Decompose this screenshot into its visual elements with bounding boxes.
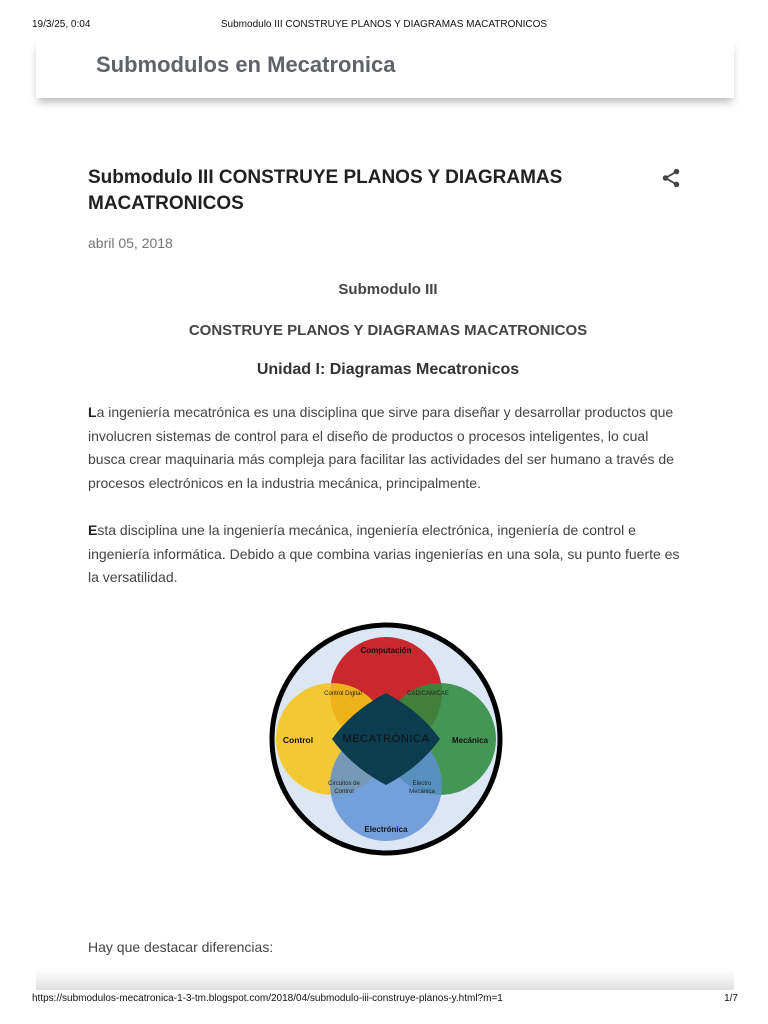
paragraph-text: sta disciplina une la ingeniería mecánica, ingeniería electrónica, ingeniería de control e ingeniería informática. Debido a que combina varias ingenierías en una sola, su punto fuerte es la versatilidad.	[88, 522, 680, 585]
label-electro-2: Mecánica	[409, 789, 435, 795]
heading-title: CONSTRUYE PLANOS Y DIAGRAMAS MACATRONICOS	[188, 322, 588, 339]
paragraph-differences: Hay que destacar diferencias:	[88, 939, 274, 955]
print-url: https://submodulos-mecatronica-1-3-tm.blogspot.com/2018/04/submodulo-iii-construye-planos-y.html?m=1	[32, 993, 503, 1004]
blog-title[interactable]: Submodulos en Mecatronica	[96, 52, 396, 77]
post-title: Submodulo III CONSTRUYE PLANOS Y DIAGRAMAS MACATRONICOS	[88, 167, 563, 214]
print-page-number: 1/7	[724, 993, 738, 1004]
label-cad-cam-cae: CAD/CAM/CAE	[407, 691, 449, 697]
heading-submodule: Submodulo III	[338, 281, 438, 298]
paragraph-disciplines	[88, 519, 688, 590]
label-electronica: Electrónica	[364, 825, 408, 834]
post-date: abril 05, 2018	[88, 235, 173, 251]
label-circuitos-2: Control	[334, 789, 354, 795]
label-center: MECATRÓNICA	[342, 733, 430, 745]
venn-svg	[268, 615, 504, 865]
section-divider-shadow	[36, 970, 734, 990]
post	[88, 165, 688, 590]
label-computacion: Computación	[360, 646, 412, 655]
print-datetime: 19/3/25, 0:04	[32, 19, 91, 30]
label-electro-1: Electro	[412, 781, 432, 787]
label-circuitos-1: Circuitos de	[328, 781, 360, 787]
paragraph-intro	[88, 401, 688, 495]
label-mecanica: Mecánica	[451, 736, 489, 745]
heading-unit: Unidad I: Diagramas Mecatronicos	[256, 361, 520, 378]
paragraph-text: a ingeniería mecatrónica es una disciplina que sirve para diseñar y desarrollar productos que involucren sistemas de control para el diseño de productos o procesos inteligentes, lo cual busca crear maquinaria más compleja para facilitar las actividades del ser humano a través de procesos electrónicos en la industria mecánica, principalmente.	[88, 404, 674, 491]
share-icon[interactable]	[660, 167, 682, 189]
mechatronics-venn-diagram	[268, 615, 504, 865]
print-header	[0, 19, 768, 33]
label-control-digital: Control Digital	[324, 691, 362, 697]
print-doc-title: Submodulo III CONSTRUYE PLANOS Y DIAGRAMAS MACATRONICOS	[220, 19, 548, 30]
drop-cap: E	[88, 522, 98, 538]
print-footer	[0, 993, 768, 1007]
label-control: Control	[282, 735, 314, 745]
drop-cap: L	[88, 404, 97, 420]
blog-header	[36, 40, 734, 98]
